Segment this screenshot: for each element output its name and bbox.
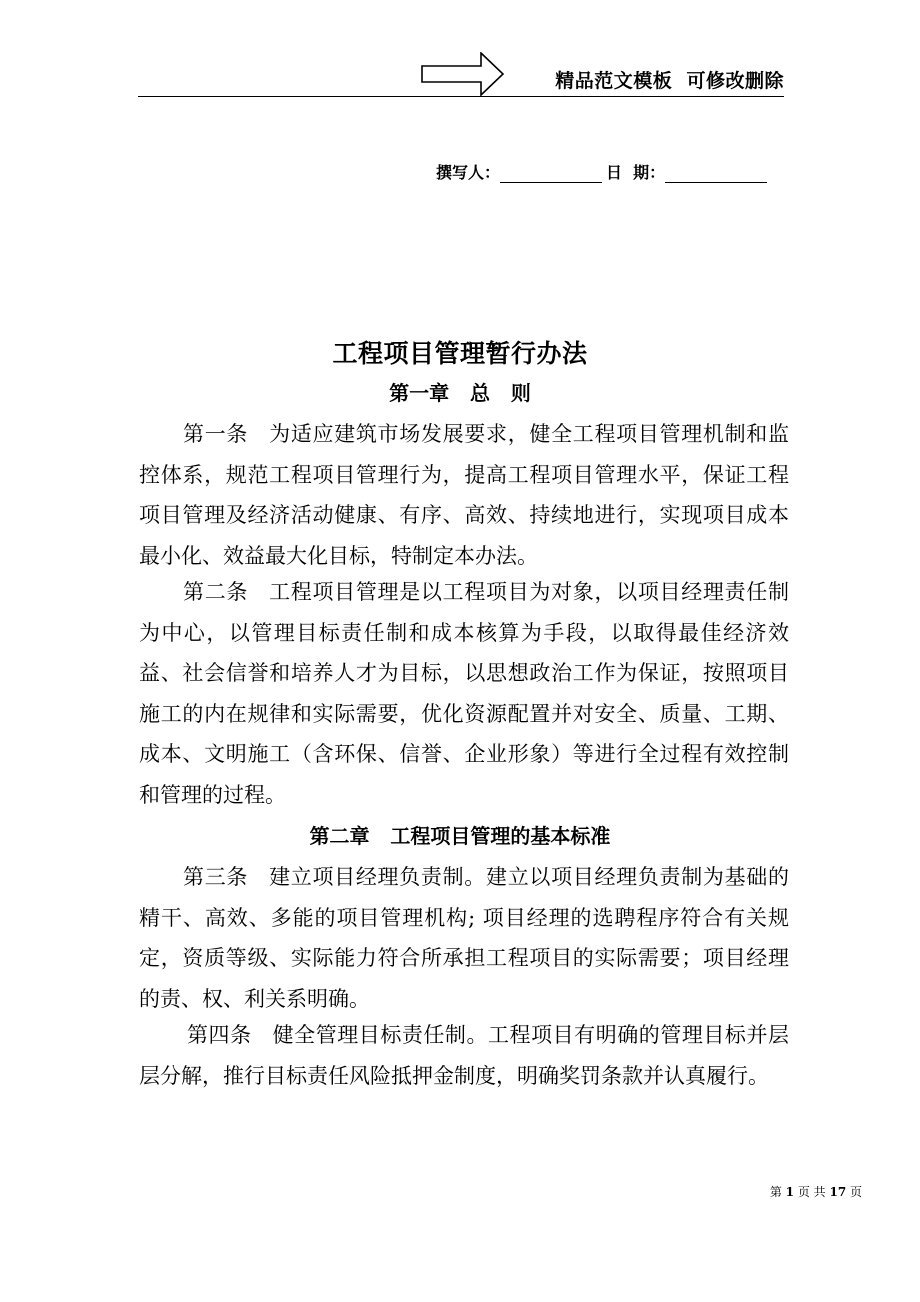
author-date-line xyxy=(436,160,767,183)
page-footer xyxy=(770,1183,862,1200)
article-number: 第四条 xyxy=(187,1023,252,1047)
article-paragraph xyxy=(139,572,789,815)
chapter-heading: 第二章 工程项目管理的基本标准 xyxy=(309,824,611,848)
total-page-count: 17 xyxy=(829,1185,847,1199)
date-blank xyxy=(665,164,767,183)
date-label: 日 期： xyxy=(606,163,666,182)
footer-suffix: 页 xyxy=(846,1185,862,1199)
footer-prefix: 第 xyxy=(769,1185,786,1199)
article-text: 工程项目管理是以工程项目为对象，以项目经理责任制为中心，以管理目标责任制和成本核算为手段，以取得最佳经济效益、社会信誉和培养人才为目标，以思想政治工作为保证，按照项目施工的内在规律和实际需要，优化资源配置并对安全、质量、工期、成本、文明施工（含环保、信誉、企业形象）等进行全过程有效控制和管理的过程。 xyxy=(139,580,789,807)
article-number: 第三条 xyxy=(183,865,249,889)
header-text: 精品范文模板 可修改删除 xyxy=(555,70,784,92)
current-page-number: 1 xyxy=(785,1185,795,1199)
article-paragraph xyxy=(139,857,789,1019)
header-rule xyxy=(138,96,784,97)
article-paragraph xyxy=(139,414,789,576)
footer-middle: 页 共 xyxy=(794,1185,830,1199)
article-paragraph xyxy=(139,1015,789,1096)
document-title: 工程项目管理暂行办法 xyxy=(332,339,588,368)
chapter-heading: 第一章 总 则 xyxy=(389,381,531,405)
arrow-right-icon xyxy=(421,52,505,96)
author-blank xyxy=(500,164,602,183)
article-text: 建立项目经理负责制。建立以项目经理负责制为基础的精干、高效、多能的项目管理机构; 项目经理的选聘程序符合有关规定，资质等级、实际能力符合所承担工程项目的实际需要；项目经理的责、权、利关系明确。 xyxy=(139,865,789,1011)
page-header xyxy=(138,50,784,98)
article-number: 第一条 xyxy=(183,422,249,446)
article-text: 健全管理目标责任制。工程项目有明确的管理目标并层层分解，推行目标责任风险抵押金制度，明确奖罚条款并认真履行。 xyxy=(139,1023,790,1088)
article-text: 为适应建筑市场发展要求，健全工程项目管理机制和监控体系，规范工程项目管理行为，提高工程项目管理水平，保证工程项目管理及经济活动健康、有序、高效、持续地进行，实现项目成本最小化、效益最大化目标，特制定本办法。 xyxy=(139,422,789,568)
author-label: 撰写人： xyxy=(436,163,501,182)
article-number: 第二条 xyxy=(183,580,249,604)
